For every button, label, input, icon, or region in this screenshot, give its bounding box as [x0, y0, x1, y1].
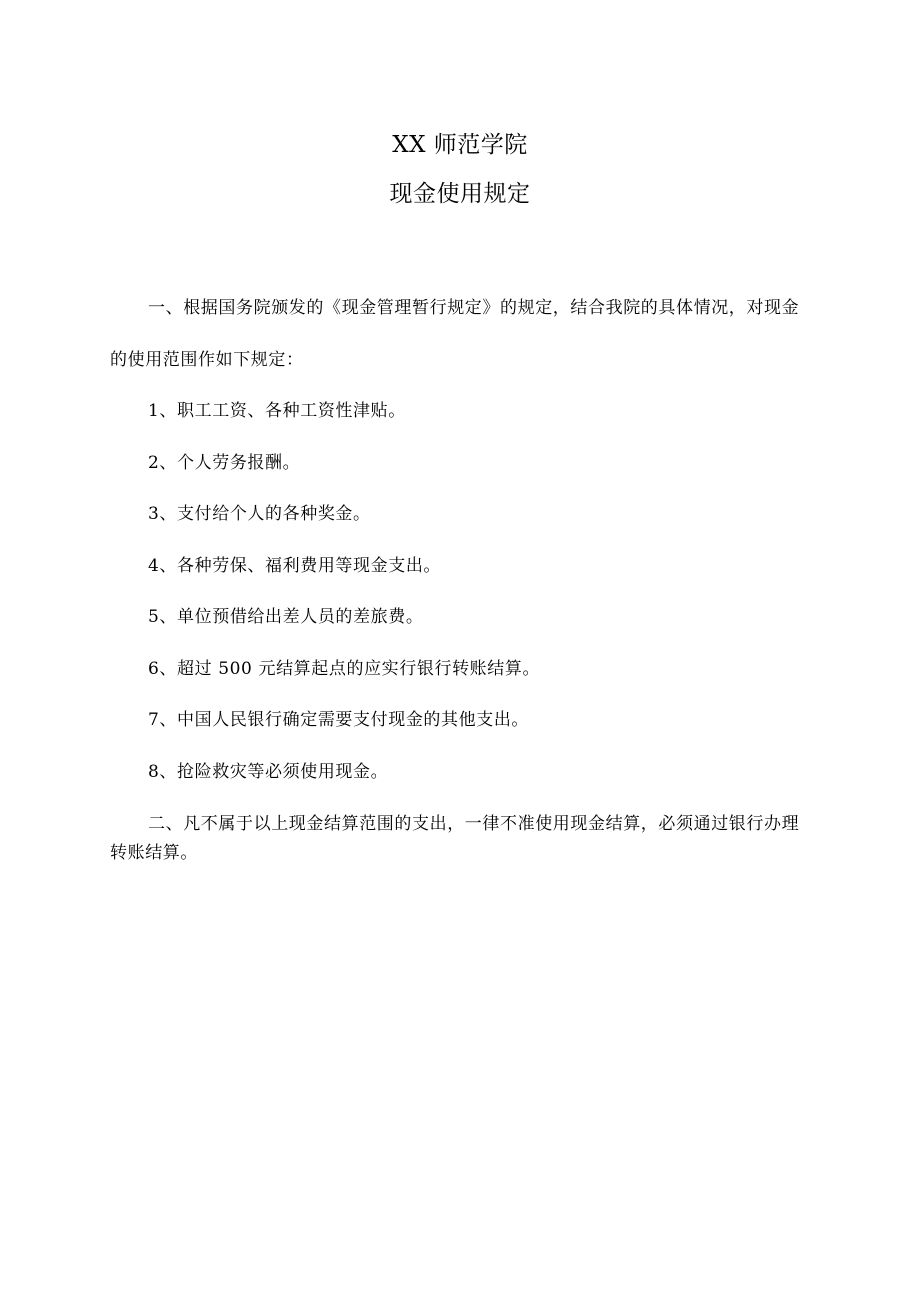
document-body	[110, 283, 800, 868]
list-item: 2、个人劳务报酬。	[148, 452, 301, 473]
list-item: 7、中国人民银行确定需要支付现金的其他支出。	[148, 710, 530, 730]
intro-paragraph: 一、根据国务院颁发的《现金管理暂行规定》的规定，结合我院的具体情况，对现金的使用范围作如下规定：	[110, 298, 800, 370]
list-item: 1、职工工资、各种工资性津贴。	[148, 401, 406, 421]
list-item: 6、超过 500 元结算起点的应实行银行转账结算。	[148, 658, 541, 679]
closing-paragraph: 二、凡不属于以上现金结算范围的支出，一律不准使用现金结算，必须通过银行办理转账结算。	[110, 814, 800, 863]
institution-name: XX 师范学院	[392, 132, 528, 158]
list-item: 8、抢险救灾等必须使用现金。	[148, 761, 389, 782]
document-title: 现金使用规定	[389, 181, 531, 207]
list-item: 3、支付给个人的各种奖金。	[148, 504, 371, 524]
list-item: 4、各种劳保、福利费用等现金支出。	[148, 555, 442, 576]
list-item: 5、单位预借给出差人员的差旅费。	[148, 607, 424, 627]
